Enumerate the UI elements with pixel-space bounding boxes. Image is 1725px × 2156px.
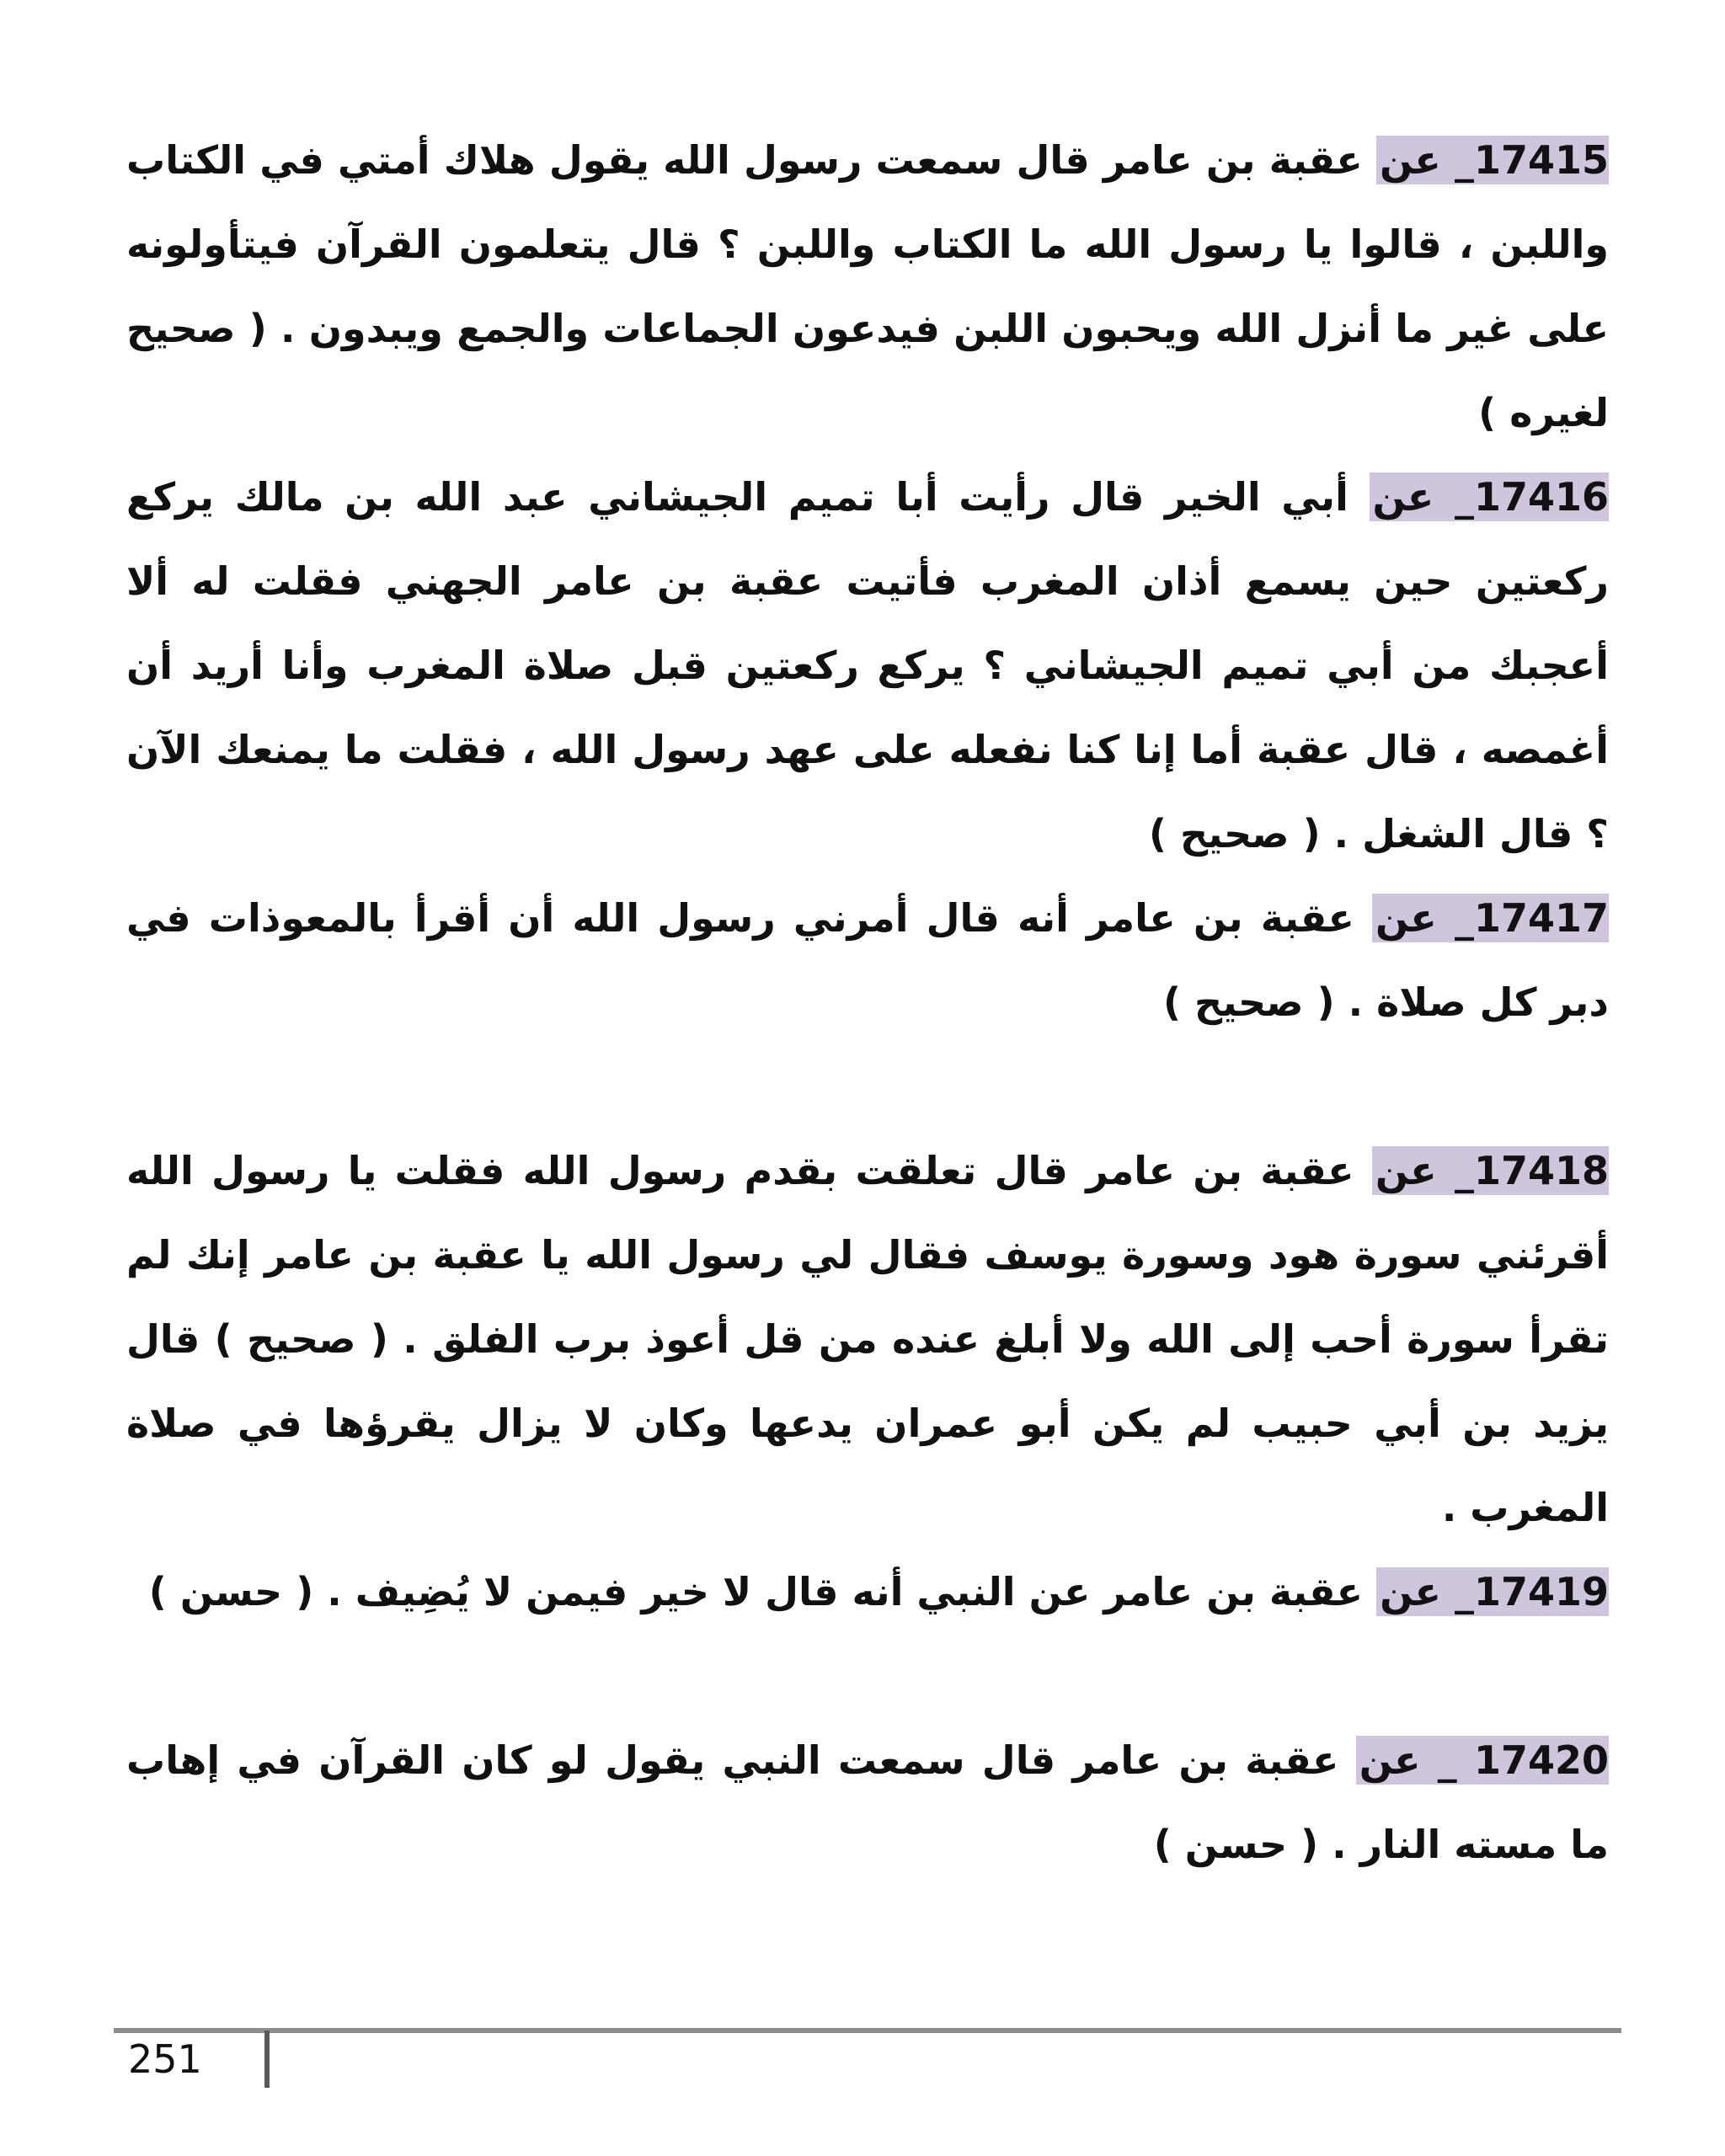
- hadith-17418: [126, 1129, 1609, 1550]
- hadith-text: عقبة بن عامر أنه قال أمرني رسول الله أن أقرأ بالمعوذات في دبر كل صلاة . ( صحيح ): [126, 895, 1609, 1025]
- footer-divider-tick: [264, 2031, 270, 2088]
- footer-rule: [114, 2028, 1621, 2033]
- hadith-number-highlight: 17418_ عن: [1372, 1146, 1609, 1195]
- hadith-17419: [126, 1550, 1609, 1634]
- hadith-number-highlight: 17419_ عن: [1376, 1567, 1609, 1616]
- hadith-17417: [126, 876, 1609, 1044]
- hadith-text: عقبة بن عامر عن النبي أنه قال لا خير فيمن لا يُضِيف . ( حسن ): [148, 1569, 1364, 1614]
- hadith-number-highlight: 17420 _ عن: [1356, 1736, 1609, 1785]
- hadith-text: عقبة بن عامر قال سمعت رسول الله يقول هلاك أمتي في الكتاب واللبن ، قالوا يا رسول الله ما الكتاب واللبن ؟ قال يتعلمون القرآن فيتأولونه على غير ما أنزل الله ويحبون اللبن فيدعون الجماعات والجمع ويبدون . ( صحيح لغيره ): [126, 137, 1609, 435]
- hadith-text: عقبة بن عامر قال تعلقت بقدم رسول الله فقلت يا رسول الله أقرئني سورة هود وسورة يوسف فقال لي رسول الله يا عقبة بن عامر إنك لم تقرأ سورة أحب إلى الله ولا أبلغ عنده من قل أعوذ برب الفلق . ( صحيح ) قال يزيد بن أبي حبيب لم يكن أبو عمران يدعها وكان لا يزال يقرؤها في صلاة المغرب .: [126, 1148, 1609, 1530]
- page-number: 251: [128, 2036, 202, 2082]
- hadith-number-highlight: 17415_ عن: [1376, 136, 1609, 184]
- hadith-text: عقبة بن عامر قال سمعت النبي يقول لو كان القرآن في إهاب ما مسته النار . ( حسن ): [126, 1737, 1609, 1867]
- hadith-17415: [126, 118, 1609, 455]
- hadith-number-highlight: 17416_ عن: [1370, 472, 1610, 521]
- hadith-17416: [126, 455, 1609, 876]
- hadith-text: أبي الخير قال رأيت أبا تميم الجيشاني عبد الله بن مالك يركع ركعتين حين يسمع أذان المغرب فأتيت عقبة بن عامر الجهني فقلت له ألا أعجبك من أبي تميم الجيشاني ؟ يركع ركعتين قبل صلاة المغرب وأنا أريد أن أغمصه ، قال عقبة أما إنا كنا نفعله على عهد رسول الله ، فقلت ما يمنعك الآن ؟ قال الشغل . ( صحيح ): [126, 474, 1609, 857]
- hadith-17420: [126, 1718, 1609, 1886]
- hadith-number-highlight: 17417_ عن: [1372, 894, 1609, 942]
